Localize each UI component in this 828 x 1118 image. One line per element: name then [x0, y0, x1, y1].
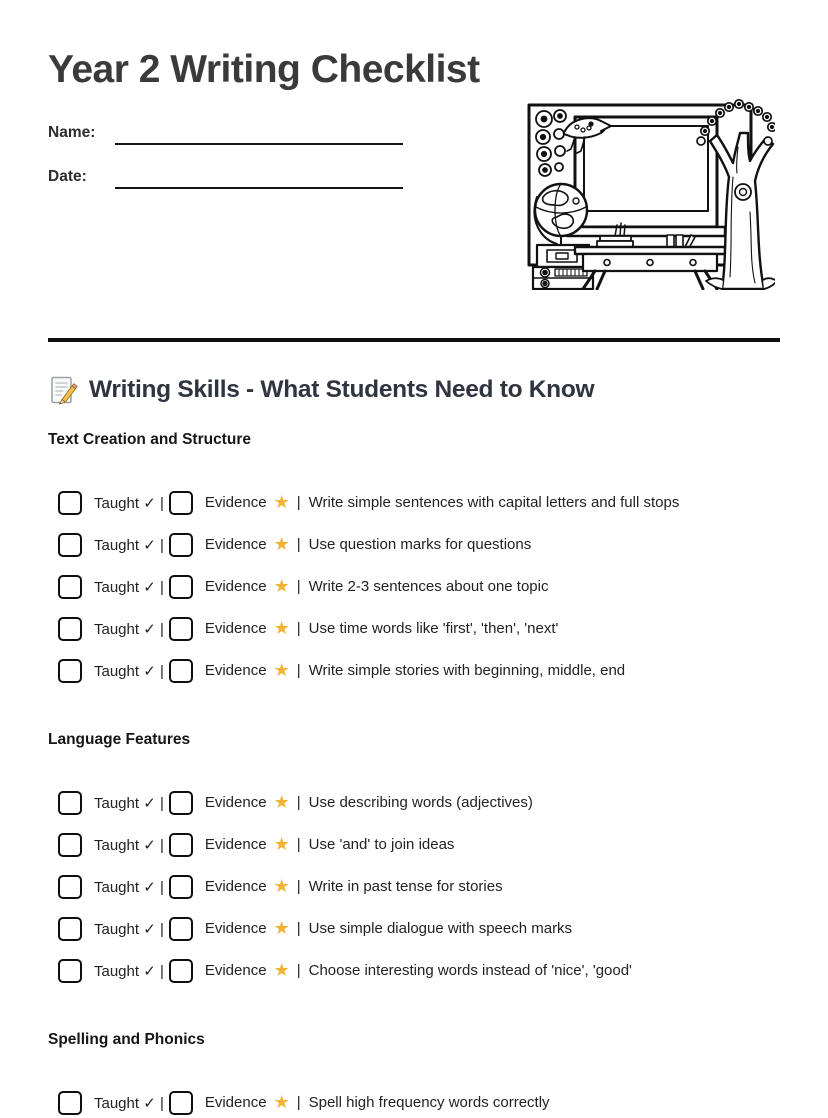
separator: | [296, 920, 301, 938]
checklist-row [58, 1091, 780, 1115]
skill-text: Choose interesting words instead of 'nice', 'good' [308, 962, 632, 980]
evidence-label: Evidence [204, 920, 267, 938]
taught-label: Taught ✓ | [94, 536, 164, 554]
skill-text: Use describing words (adjectives) [308, 794, 533, 812]
taught-checkbox[interactable] [58, 491, 82, 515]
separator: | [296, 536, 301, 554]
subsection-heading-language-features: Language Features [48, 730, 191, 748]
skill-text: Use 'and' to join ideas [308, 836, 455, 854]
taught-checkbox[interactable] [58, 791, 82, 815]
evidence-label: Evidence [204, 794, 267, 812]
evidence-checkbox[interactable] [169, 575, 193, 599]
evidence-label: Evidence [204, 620, 267, 638]
evidence-checkbox[interactable] [169, 617, 193, 641]
skill-text: Write in past tense for stories [308, 878, 503, 896]
star-icon: ★ [273, 791, 290, 813]
evidence-checkbox[interactable] [169, 533, 193, 557]
evidence-label: Evidence [204, 536, 267, 554]
star-icon: ★ [273, 491, 290, 513]
subsection-heading-spelling-phonics: Spelling and Phonics [48, 1030, 205, 1048]
taught-label: Taught ✓ | [94, 836, 164, 854]
skill-text: Write simple sentences with capital letters and full stops [308, 494, 680, 512]
taught-checkbox[interactable] [58, 959, 82, 983]
separator: | [296, 578, 301, 596]
checklist-row [58, 833, 780, 857]
checklist-row [58, 533, 780, 557]
taught-checkbox[interactable] [58, 917, 82, 941]
taught-checkbox[interactable] [58, 533, 82, 557]
evidence-checkbox[interactable] [169, 491, 193, 515]
name-label: Name: [48, 123, 96, 141]
taught-checkbox[interactable] [58, 617, 82, 641]
separator: | [296, 494, 301, 512]
divider [48, 338, 780, 342]
skill-text: Use time words like 'first', 'then', 'next' [308, 620, 559, 638]
evidence-label: Evidence [204, 836, 267, 854]
evidence-checkbox[interactable] [169, 917, 193, 941]
evidence-checkbox[interactable] [169, 959, 193, 983]
checklist-row [58, 575, 780, 599]
taught-checkbox[interactable] [58, 875, 82, 899]
page-title: Year 2 Writing Checklist [48, 48, 480, 91]
classroom-illustration [517, 97, 775, 290]
taught-checkbox[interactable] [58, 833, 82, 857]
taught-label: Taught ✓ | [94, 1094, 164, 1112]
star-icon: ★ [273, 533, 290, 555]
checklist-row [58, 659, 780, 683]
evidence-label: Evidence [204, 878, 267, 896]
separator: | [296, 620, 301, 638]
taught-checkbox[interactable] [58, 575, 82, 599]
star-icon: ★ [273, 959, 290, 981]
star-icon: ★ [273, 917, 290, 939]
separator: | [296, 662, 301, 680]
section-heading-text: Writing Skills - What Students Need to Know [89, 375, 595, 403]
evidence-label: Evidence [204, 1094, 267, 1112]
evidence-checkbox[interactable] [169, 833, 193, 857]
separator: | [296, 878, 301, 896]
taught-checkbox[interactable] [58, 1091, 82, 1115]
checklist-row [58, 617, 780, 641]
star-icon: ★ [273, 575, 290, 597]
taught-label: Taught ✓ | [94, 620, 164, 638]
evidence-checkbox[interactable] [169, 791, 193, 815]
skill-text: Use question marks for questions [308, 536, 532, 554]
taught-label: Taught ✓ | [94, 494, 164, 512]
checklist-row [58, 491, 780, 515]
evidence-checkbox[interactable] [169, 875, 193, 899]
separator: | [296, 1094, 301, 1112]
skill-text: Use simple dialogue with speech marks [308, 920, 573, 938]
taught-label: Taught ✓ | [94, 920, 164, 938]
star-icon: ★ [273, 875, 290, 897]
evidence-checkbox[interactable] [169, 1091, 193, 1115]
skill-text: Write 2-3 sentences about one topic [308, 578, 549, 596]
date-label: Date: [48, 167, 87, 185]
checklist-section-3 [48, 1091, 780, 1115]
memo-icon [48, 375, 78, 405]
skill-text: Write simple stories with beginning, middle, end [308, 662, 626, 680]
taught-label: Taught ✓ | [94, 578, 164, 596]
checklist-row [58, 791, 780, 815]
taught-label: Taught ✓ | [94, 794, 164, 812]
date-input-line[interactable] [115, 165, 403, 189]
taught-checkbox[interactable] [58, 659, 82, 683]
separator: | [296, 836, 301, 854]
skill-text: Spell high frequency words correctly [308, 1094, 550, 1112]
checklist-row [58, 917, 780, 941]
star-icon: ★ [273, 1091, 290, 1113]
subsection-heading-text-creation: Text Creation and Structure [48, 430, 251, 448]
checklist-section-2 [48, 791, 780, 983]
evidence-label: Evidence [204, 578, 267, 596]
section-heading [48, 375, 780, 405]
separator: | [296, 794, 301, 812]
checklist-row [58, 959, 780, 983]
evidence-label: Evidence [204, 962, 267, 980]
star-icon: ★ [273, 659, 290, 681]
checklist-row [58, 875, 780, 899]
star-icon: ★ [273, 617, 290, 639]
name-input-line[interactable] [115, 121, 403, 145]
evidence-label: Evidence [204, 662, 267, 680]
star-icon: ★ [273, 833, 290, 855]
checklist-section-1 [48, 491, 780, 683]
taught-label: Taught ✓ | [94, 962, 164, 980]
taught-label: Taught ✓ | [94, 662, 164, 680]
separator: | [296, 962, 301, 980]
evidence-checkbox[interactable] [169, 659, 193, 683]
taught-label: Taught ✓ | [94, 878, 164, 896]
evidence-label: Evidence [204, 494, 267, 512]
